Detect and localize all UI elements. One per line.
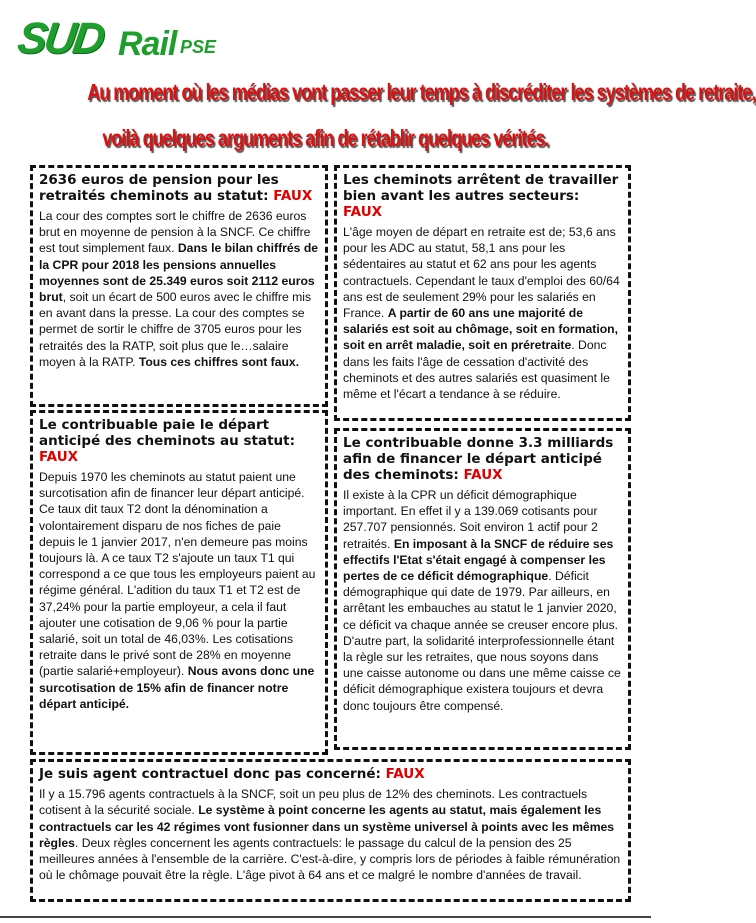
headline-line-2: voilà quelques arguments afin de rétablir quelques vérités. <box>102 125 549 151</box>
box-taxpayer-3-3-billion <box>334 428 631 750</box>
faux-label: FAUX <box>343 204 383 220</box>
box-body: La cour des comptes sort le chiffre de 2636 euros brut en moyenne de pension à la SNCF. Ce chiffre est tout simplement faux. Dans le bilan chiffrés de la CPR pour 2018 les pensions annuelles moyennes sont de 25.349 euros soit 2112 euros brut, soit un écart de 500 euros avec le chiffre mis en avant dans la presse. La cour des comptes se permet de sortir le chiffre de 3705 euros pour les retraités des la RATP, soit plus que le…salaire moyen à la RATP. Tous ces chiffres sont faux. <box>39 209 319 369</box>
faux-label: FAUX <box>273 188 313 204</box>
logo-rail: Rail <box>118 25 177 63</box>
box-body: Depuis 1970 les cheminots au statut paient une surcotisation afin de financer leur départ anticipé. Ce taux dit taux T2 dont la dénomination a volontairement disparu de nos fiches de paie depuis le 1 janvier 2017, n'en demeure pas moins toujours là. A ce taux T2 s'ajoute un taux T1 qui correspond a ce que tous les employeurs paient au régime général. L'adition du taux T1 et T2 est de 37,24% pour la partie employeur, a cela il faut ajouter une cotisation de 9,06 % pour la partie salarié, soit un total de 46,03%. Les cotisations retraite dans le privé sont de 28% en moyenne (partie salarié+employeur). Nous avons donc une surcotisation de 15% afin de financer notre départ anticipé. <box>39 470 316 711</box>
box-title: Les cheminots arrêtent de travailler bien avant les autres secteurs: FAUX <box>343 172 619 220</box>
logo-pse: PSE <box>180 37 217 57</box>
box-early-retirement <box>334 165 631 421</box>
logo-sud: SUD <box>14 14 106 63</box>
box-body: Il y a 15.796 agents contractuels à la SNCF, soit un peu plus de 12% des cheminots. Les contractuels cotisent à la sécurité sociale. Le système à point concerne les agents au statut, mais également les contractuels car les 42 régimes vont fusionner dans un système universel à points avec les mêmes règles. Deux règles concernent les agents contractuels: le passage du calcul de la pension des 25 meilleures années à l'ensemble de la carrière. C'est-à-dire, y compris lors de périodes à faible rémunération où le chômage pouvait être la règle. L'âge pivot à 64 ans et ce malgré le nombre d'années de travail. <box>39 787 621 883</box>
faux-label: FAUX <box>463 467 503 483</box>
sudrail-logo <box>14 10 218 70</box>
footer-divider <box>0 916 651 918</box>
box-title: Le contribuable paie le départ anticipé des cheminots au statut: FAUX <box>39 417 295 465</box>
box-title: 2636 euros de pension pour les retraités cheminots au statut: FAUX <box>39 172 313 204</box>
faux-label: FAUX <box>385 766 425 782</box>
headline-line-1: Au moment où les médias vont passer leur temps à discréditer les systèmes de retraite, <box>87 79 756 105</box>
box-contract-agent <box>30 759 631 902</box>
box-taxpayer-pays <box>30 410 328 755</box>
box-body: Il existe à la CPR un déficit démographique important. En effet il y a 139.069 cotisants pour 257.707 pensionnés. Soit environ 1 actif pour 2 retraités. En imposant à la SNCF de réduire ses effectifs l'Etat s'était engagé à compenser les pertes de ce déficit démographique. Déficit démographique qui date de 1979. Par ailleurs, en arrêtant les embauches au statut le 1 janvier 2020, ce déficit va chaque année se creuser encore plus. D'autre part, la solidarité interprofessionnelle étant la règle sur les retraites, que nous soyons dans une caisse autonome ou dans une même caisse ce déficit démographique existera toujours et devra donc toujours être compensé. <box>343 488 621 713</box>
box-pension-2636 <box>30 165 328 407</box>
box-body: L'âge moyen de départ en retraite est de; 53,6 ans pour les ADC au statut, 58,1 ans pour les sédentaires au statut et 62 ans pour les agents contractuels. Cependant le taux d'emploi des 60/64 ans est de seulement 29% pour les salariés en France. A partir de 60 ans une majorité de salariés est soit au chômage, soit en formation, soit en arrêt maladie, soit en préretraite. Donc dans les faits l'âge de cessation d'activité des cheminots et des autres salariés est quasiment le même et l'écart a tendance à se réduire. <box>343 225 620 402</box>
box-title: Le contribuable donne 3.3 milliards afin de financer le départ anticipé des cheminots: FAUX <box>343 435 614 483</box>
box-title: Je suis agent contractuel donc pas concerné: FAUX <box>39 766 425 782</box>
faux-label: FAUX <box>39 449 79 465</box>
